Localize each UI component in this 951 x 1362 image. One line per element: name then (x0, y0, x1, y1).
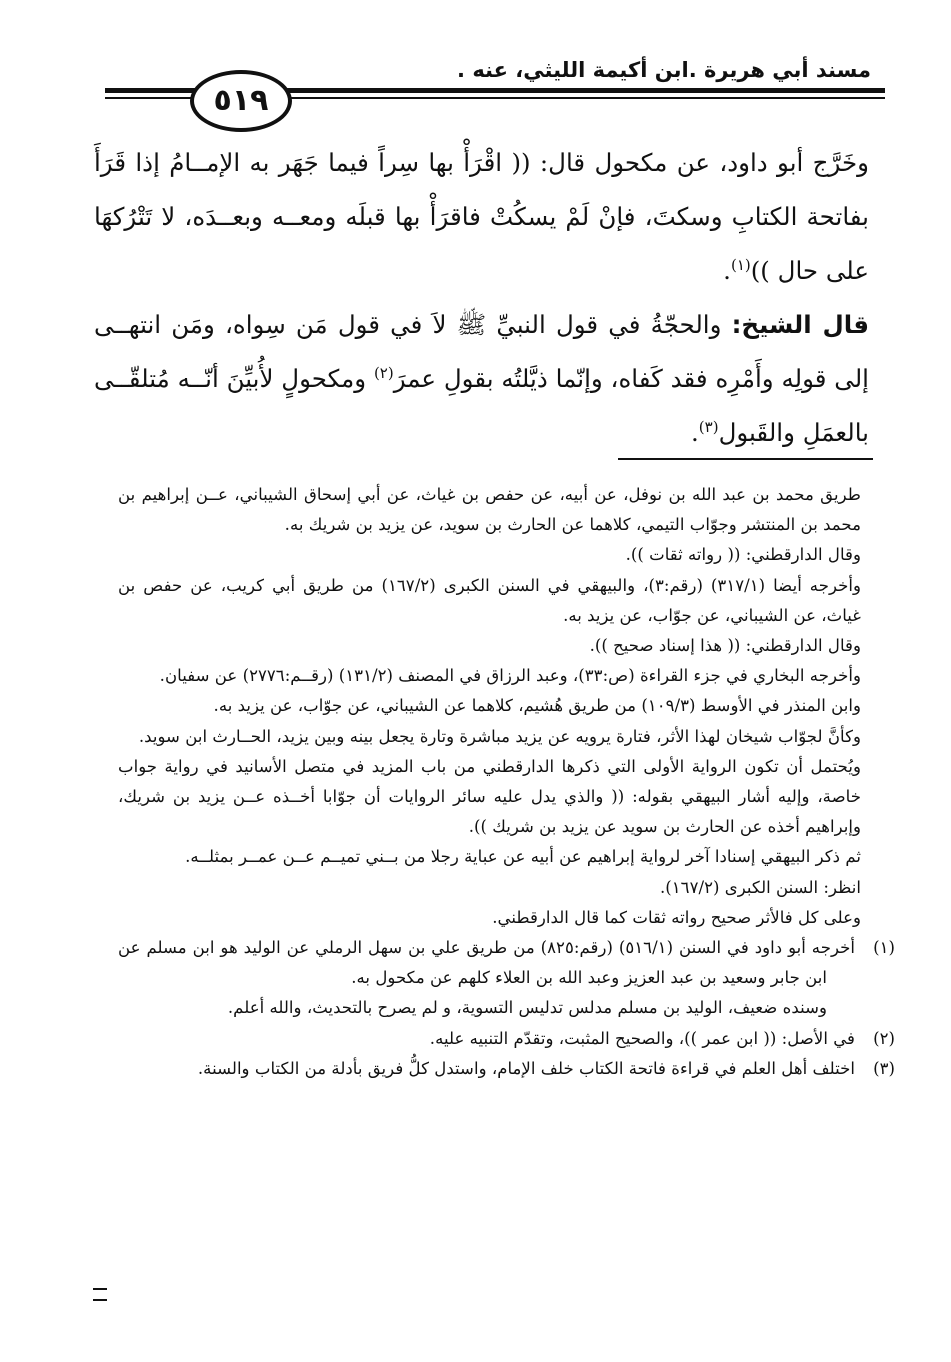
footnote-1: (١)أخرجه أبو داود في السنن (٥١٦/١) (رقم:٨٢٥) من طريق علي بن سهل الرملي عن الوليد هو ابن مسلم عن ابن جابر وسعيد بن عبد العزيز وعبد الله بن العلاء كلهم عن مكحول به. (118, 938, 895, 988)
paragraph-text: ومكحولٍ لأُبيِّنَ أنّــه مُتلقّــى بالعمَلِ والقَبول (94, 364, 869, 447)
footnote-1-line: وسنده ضعيف، الوليد بن مسلم مدلس تدليس التسوية، و لم يصرح بالتحديث، والله أعلم. (227, 998, 827, 1018)
footnote-line: وأخرجه البخاري في جزء القراءة (ص:٣٣)، وعبد الرزاق في المصنف (١٣١/٢) (رقــم:٢٧٧٦) عن سفيان. (159, 666, 861, 686)
page-end-mark (93, 1288, 107, 1301)
footnote-ref: (٢) (373, 363, 394, 382)
footnote-line: وقال الدارقطني: (( هذا إسناد صحيح )). (589, 636, 861, 656)
footnote-line: وقال الدارقطني: (( رواته ثقات )). (625, 545, 861, 565)
running-header-title: مسند أبي هريرة .ابن أكيمة الليثي، عنه . (457, 58, 871, 82)
footnote-text: أخرجه أبو داود في السنن (٥١٦/١) (رقم:٨٢٥) من طريق علي بن سهل الرملي عن الوليد هو ابن مسلم عن ابن جابر وسعيد بن عبد العزيز وعبد الله بن العلاء كلهم عن مكحول به. (118, 938, 855, 988)
footnote-line: ثم ذكر البيهقي إسنادا آخر لرواية إبراهيم عن أبيه عن عباية رجلا من بــني تميــم عــن عمــر بمثلــه. (185, 847, 861, 867)
footnote-text: في الأصل: (( ابن عمر ))، والصحيح المثبت، وتقدّم التنبيه عليه. (429, 1028, 855, 1048)
paragraph-text: والحجّةُ في قول النبيِّ ﷺ لاَ في قول مَن سِواه، ومَن انتهــى إلى قولِه وأَمْرِه فقد كَفاه، وإنّما ذيَّلتُه بقولِ عمرَ (94, 310, 869, 393)
paragraph-end: . (723, 256, 731, 285)
paragraph-text: وخَرَّج أبو داود، عن مكحول قال: (( اقْرَأْ بها سِراً فيما جَهَر به الإمــامُ إذا قَرَأَ بفاتحة الكتابِ وسكتَ، فإنْ لَمْ يسكُتْ فاقرَأْ بها قبلَه ومعــه وبعــدَه، لا تَتْرُكهَا على حال )) (94, 148, 869, 285)
footnote-ref: (٣) (698, 417, 719, 436)
footnote-line: ويُحتمل أن تكون الرواية الأولى التي ذكرها الدارقطني من باب المزيد في متصل الأسانيد في رواية جواب خاصة، وإليه أشار البيهقي بقوله: (( والذي يدل عليه سائر الروايات أن جوّابا أخــذه عــن يزيد بن شريك، وإبراهيم أخذه عن الحارث بن سويد عن يزيد بن شريك )). (118, 756, 861, 837)
main-text (94, 136, 869, 460)
main-paragraph (94, 298, 869, 460)
footnote-line: وأخرجه أيضا (٣١٧/١) (رقم:٣)، والبيهقي في السنن الكبرى (١٦٧/٢) من طريق أبي كريب، عن حفص بن غياث، عن الشيباني، عن جوّاب، عن يزيد به. (118, 575, 861, 625)
paragraph-end: . (691, 418, 699, 447)
main-paragraph (94, 136, 869, 298)
footnotes (118, 480, 895, 1084)
footnote-line: وعلى كل فالأثر صحيح رواته ثقات كما قال الدارقطني. (492, 907, 861, 927)
footnote-line: وابن المنذر في الأوسط (١٠٩/٣) من طريق هُشيم، كلاهما عن الشيباني، عن جوّاب، عن يزيد به. (213, 696, 861, 716)
footnote-line: طريق محمد بن عبد الله بن نوفل، عن أبيه، عن حفص بن غياث، عن أبي إسحاق الشيباني، عــن إبراهيم بن محمد بن المنتشر وجوّاب التيمي، كلاهما عن الحارث بن سويد، عن يزيد بن شريك به. (118, 485, 861, 535)
shaykh-label: قال الشيخ: (731, 310, 869, 339)
footnote-3: (٣)اختلف أهل العلم في قراءة فاتحة الكتاب خلف الإمام، واستدل كلُّ فريق بأدلة من الكتاب والسنة. (197, 1058, 895, 1078)
page-number: ٥١٩ (190, 70, 292, 132)
footnote-2: (٢)في الأصل: (( ابن عمر ))، والصحيح المثبت، وتقدّم التنبيه عليه. (429, 1028, 895, 1048)
footnote-line: انظر: السنن الكبرى (١٦٧/٢). (660, 877, 861, 897)
footnote-separator (618, 458, 873, 460)
footnote-text: اختلف أهل العلم في قراءة فاتحة الكتاب خلف الإمام، واستدل كلُّ فريق بأدلة من الكتاب والسنة. (197, 1058, 855, 1078)
footnote-ref: (١) (730, 255, 751, 274)
footnote-line: وكأنَّ لجوّاب شيخان لهذا الأثر، فتارة يرويه عن يزيد مباشرة وتارة يجعل بينه وبين يزيد، الحــارث ابن سويد. (138, 726, 861, 746)
